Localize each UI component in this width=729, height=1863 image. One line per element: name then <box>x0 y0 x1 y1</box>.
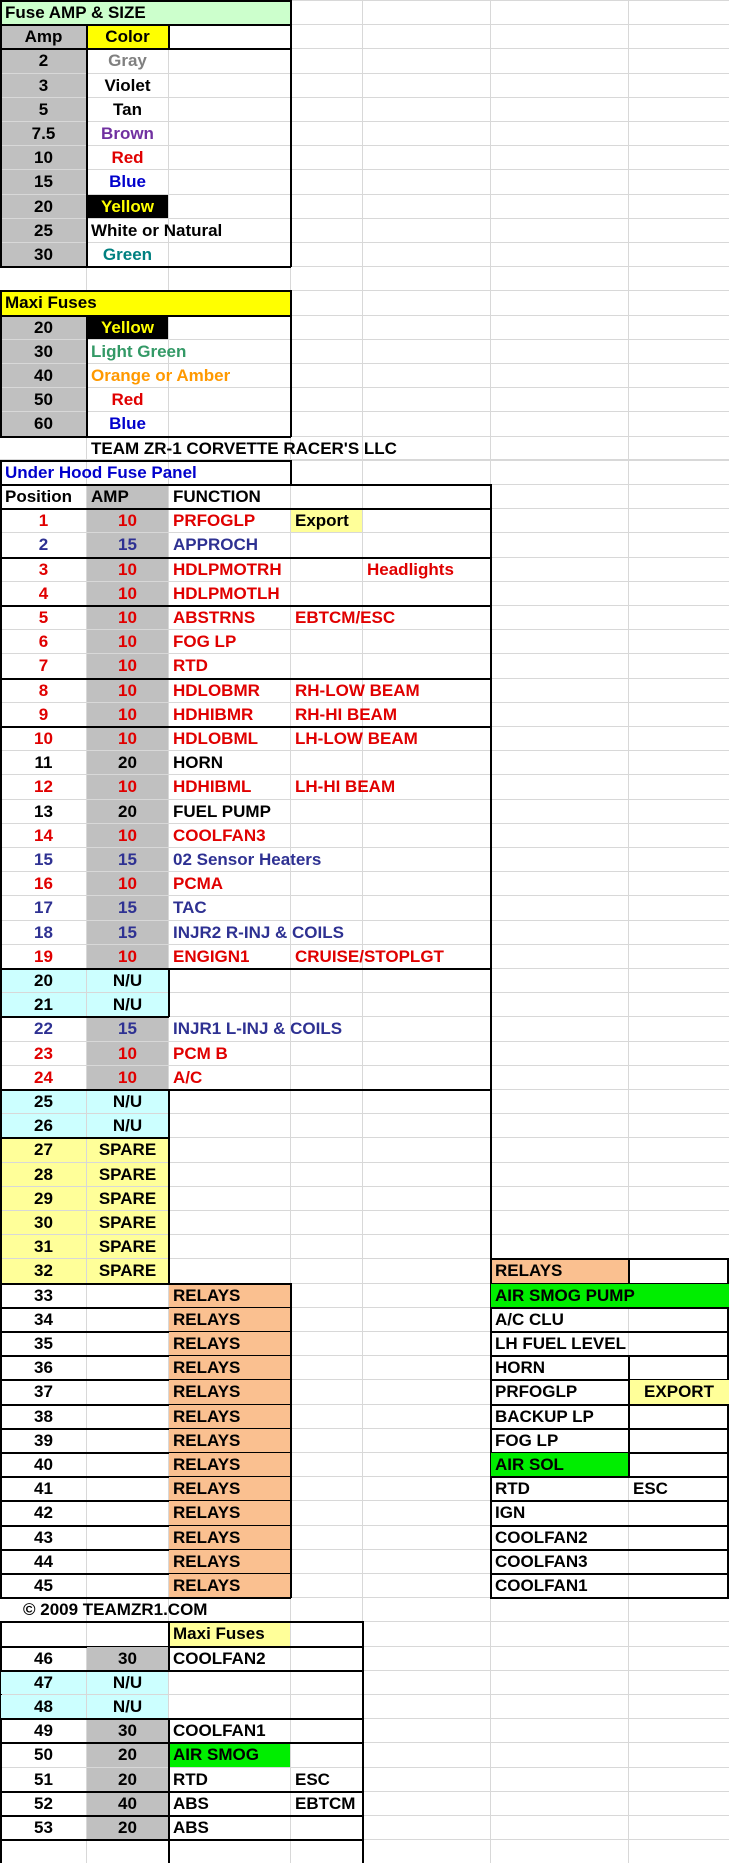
fuse-color: Blue <box>109 172 146 191</box>
cell-border <box>168 24 170 49</box>
fuse-position: 7 <box>38 656 49 675</box>
fuse-position: 35 <box>34 1334 53 1353</box>
fuse-amp-rating: SPARE <box>87 1138 168 1162</box>
fuse-amp: 5 <box>1 98 86 121</box>
relay-name: AIR SMOG PUMP <box>491 1284 729 1307</box>
fuse-amp-rating: SPARE <box>87 1187 168 1210</box>
maxi-position: 50 <box>34 1745 53 1764</box>
fuse-note: Export <box>291 509 362 532</box>
position-header: Position <box>5 487 73 506</box>
fuse-amp-rating <box>87 1332 168 1355</box>
fuse-function: APPROCH <box>173 535 259 554</box>
maxi-function: RTD <box>173 1770 208 1789</box>
maxi-amp: 20 <box>1 316 86 339</box>
fuse-amp-rating: 10 <box>87 872 168 895</box>
fuse-position: 15 <box>34 850 53 869</box>
cell-border <box>0 0 2 267</box>
cell-border <box>490 484 492 509</box>
maxi-function: ABS <box>173 1818 209 1837</box>
cell-border <box>0 508 491 510</box>
maxi-amp-rating: 40 <box>87 1792 168 1815</box>
relay-name: COOLFAN2 <box>495 1528 588 1547</box>
fuse-amp: 15 <box>1 170 86 194</box>
cell-border <box>0 1137 169 1139</box>
fuse-position: 43 <box>34 1528 53 1547</box>
fuse-amp-rating <box>87 1356 168 1379</box>
cell-border <box>168 1646 170 1671</box>
cell-border <box>0 460 291 462</box>
cell-border <box>0 1718 363 1720</box>
fuse-function: RELAYS <box>169 1284 290 1307</box>
maxi-color: Red <box>111 390 144 409</box>
fuse-position: 2 <box>38 535 49 554</box>
fuse-position: 5 <box>38 608 49 627</box>
fuse-color: Brown <box>101 124 154 143</box>
maxi-color: Blue <box>109 414 146 433</box>
fuse-function: HORN <box>173 753 224 772</box>
fuse-amp-rating <box>87 1501 168 1525</box>
fuse-position: 34 <box>34 1310 53 1329</box>
maxi-position: 49 <box>34 1721 53 1740</box>
cell-border <box>0 508 2 1598</box>
fuse-function: HDLOBMR <box>173 681 260 700</box>
fuse-position: 13 <box>34 802 53 821</box>
fuse-position: 39 <box>34 1431 53 1450</box>
fuse-position: 30 <box>1 1211 86 1234</box>
fuse-position: 21 <box>1 993 86 1016</box>
cell-border <box>0 290 2 437</box>
fuse-amp: 2 <box>1 49 86 73</box>
maxi-amp-rating: N/U <box>87 1695 168 1718</box>
fuse-amp: 10 <box>1 146 86 169</box>
fuse-position: 29 <box>1 1187 86 1210</box>
relay-name: BACKUP LP <box>495 1407 594 1426</box>
maxi-amp: 40 <box>1 364 86 387</box>
maxi-amp: 60 <box>1 412 86 436</box>
fuse-position: 20 <box>1 969 86 992</box>
fuse-amp-rating: 15 <box>87 848 168 871</box>
relay-note: EXPORT <box>629 1380 729 1404</box>
fuse-position: 11 <box>34 753 53 772</box>
fuse-amp: 25 <box>1 219 86 242</box>
maxi-amp-rating: 20 <box>87 1768 168 1791</box>
fuse-function: HDHIBMR <box>173 705 254 724</box>
gridline <box>628 0 629 1863</box>
fuse-position: 44 <box>34 1552 53 1571</box>
cell-border <box>628 1355 630 1477</box>
maxi-amp-rating: 20 <box>87 1816 168 1839</box>
fuse-amp-rating: 20 <box>87 751 168 774</box>
fuse-function: INJR2 R-INJ & COILS <box>173 923 344 942</box>
fuse-function: HDLOBML <box>173 729 258 748</box>
maxi-position: 48 <box>1 1695 86 1718</box>
relay-name: IGN <box>495 1503 526 1522</box>
fuse-amp-rating <box>87 1477 168 1500</box>
cell-border <box>290 290 292 437</box>
cell-border <box>0 968 491 970</box>
cell-border <box>0 315 291 317</box>
function-header: FUNCTION <box>173 487 261 506</box>
fuse-position: 40 <box>34 1455 53 1474</box>
maxi-amp: 50 <box>1 388 86 411</box>
cell-border <box>0 0 291 2</box>
fuse-function: HDLPMOTLH <box>173 584 280 603</box>
maxi-note: EBTCM <box>295 1794 356 1813</box>
amp-column-header: AMP <box>87 485 168 508</box>
cell-border <box>0 1815 363 1817</box>
fuse-position: 27 <box>1 1138 86 1162</box>
cell-border <box>0 678 491 680</box>
fuse-amp-rating: 15 <box>87 533 168 557</box>
fuse-color: White or Natural <box>91 221 223 240</box>
cell-border <box>0 1791 363 1793</box>
cell-border <box>0 48 291 50</box>
fuse-color: Green <box>102 245 153 264</box>
fuse-function: A/C <box>173 1068 203 1087</box>
fuse-function: PCM B <box>173 1044 228 1063</box>
maxi-colors-title: Maxi Fuses <box>1 291 290 315</box>
fuse-amp-rating: SPARE <box>87 1235 168 1258</box>
cell-border <box>86 24 88 267</box>
maxi-function: COOLFAN1 <box>173 1721 266 1740</box>
cell-border <box>490 1597 729 1599</box>
fuse-note: CRUISE/STOPLGT <box>295 947 444 966</box>
fuse-function: RELAYS <box>169 1453 290 1476</box>
fuse-function: RELAYS <box>169 1308 290 1331</box>
fuse-amp-rating: 10 <box>87 630 168 653</box>
fuse-position: 10 <box>34 729 53 748</box>
fuse-function: TAC <box>173 898 207 917</box>
fuse-position: 41 <box>34 1479 53 1498</box>
fuse-function: FOG LP <box>173 632 237 651</box>
maxi-amp-rating: 30 <box>87 1647 168 1670</box>
cell-border <box>0 557 491 559</box>
fuse-amp-rating: 10 <box>87 558 168 581</box>
panel-title: Under Hood Fuse Panel <box>5 463 197 482</box>
fuse-function: INJR1 L-INJ & COILS <box>173 1019 343 1038</box>
relay-name: COOLFAN1 <box>495 1576 588 1595</box>
cell-border <box>290 460 292 485</box>
fuse-amp-rating: SPARE <box>87 1163 168 1186</box>
cell-border <box>168 968 170 1017</box>
cell-border <box>0 605 491 607</box>
fuse-amp-rating: 15 <box>87 921 168 944</box>
fuse-position: 3 <box>38 560 49 579</box>
maxi-position: 53 <box>34 1818 53 1837</box>
maxi-amp-rating: 30 <box>87 1719 168 1742</box>
fuse-position: 8 <box>38 681 49 700</box>
maxi-amp-rating: 20 <box>87 1743 168 1767</box>
fuse-amp: 3 <box>1 74 86 97</box>
color-header: Color <box>87 25 168 48</box>
cell-border <box>0 266 291 268</box>
fuse-position: 26 <box>1 1114 86 1137</box>
fuse-amp-rating: 10 <box>87 1066 168 1089</box>
fuse-position: 12 <box>34 777 53 796</box>
fuse-position: 25 <box>1 1090 86 1113</box>
maxi-color: Light Green <box>91 342 187 361</box>
cell-border <box>168 1621 170 1647</box>
fuse-position: 22 <box>34 1019 53 1038</box>
fuse-function: ABSTRNS <box>173 608 256 627</box>
fuse-note: RH-HI BEAM <box>295 705 397 724</box>
fuse-amp-rating <box>87 1380 168 1404</box>
fuse-function: RELAYS <box>169 1526 290 1549</box>
fuse-amp-rating: 10 <box>87 654 168 678</box>
fuse-amp-rating: SPARE <box>87 1211 168 1234</box>
fuse-color: Yellow <box>87 195 168 218</box>
fuse-note: LH-LOW BEAM <box>295 729 418 748</box>
fuse-note: RH-LOW BEAM <box>295 681 420 700</box>
fuse-amp-rating: 10 <box>87 606 168 629</box>
fuse-position: 6 <box>38 632 49 651</box>
fuse-function: COOLFAN3 <box>173 826 266 845</box>
fuse-amp-rating: 10 <box>87 775 168 799</box>
cell-border <box>0 1621 363 1623</box>
company-name: TEAM ZR-1 CORVETTE RACER'S LLC <box>91 439 397 458</box>
fuse-note: EBTCM/ESC <box>295 608 396 627</box>
relay-name: AIR SOL <box>491 1453 628 1476</box>
fuse-function: FUEL PUMP <box>173 802 271 821</box>
fuse-position: 16 <box>34 874 53 893</box>
fuse-function: RELAYS <box>169 1356 290 1379</box>
fuse-amp-rating: 20 <box>87 800 168 823</box>
fuse-position: 38 <box>34 1407 53 1426</box>
relay-name: HORN <box>495 1358 546 1377</box>
fuse-amp-rating: N/U <box>87 969 168 992</box>
fuse-function: PCMA <box>173 874 224 893</box>
fuse-position: 42 <box>34 1503 53 1522</box>
fuse-amp-rating <box>87 1429 168 1452</box>
fuse-amp-rating: 10 <box>87 509 168 532</box>
fuse-amp-rating <box>87 1550 168 1573</box>
cell-border <box>490 1258 729 1260</box>
fuse-function: RELAYS <box>169 1405 290 1428</box>
cell-border <box>0 1283 291 1285</box>
cell-border <box>0 1016 169 1018</box>
fuse-position: 33 <box>34 1286 53 1305</box>
fuse-note: LH-HI BEAM <box>295 777 396 796</box>
fuse-position: 19 <box>34 947 53 966</box>
maxi-function: AIR SMOG <box>169 1743 290 1767</box>
fuse-color: Tan <box>113 100 142 119</box>
relay-name: LH FUEL LEVEL <box>495 1334 626 1353</box>
fuse-position: 37 <box>34 1382 53 1401</box>
fuse-position: 32 <box>1 1259 86 1283</box>
maxi-function: COOLFAN2 <box>173 1649 266 1668</box>
maxi-position: 47 <box>1 1671 86 1694</box>
fuse-size-title: Fuse AMP & SIZE <box>1 1 290 24</box>
fuse-amp-rating: 10 <box>87 727 168 750</box>
fuse-function: RTD <box>173 656 208 675</box>
cell-border <box>0 24 291 26</box>
fuse-amp-rating: N/U <box>87 1114 168 1137</box>
relay-note: ESC <box>633 1479 668 1498</box>
fuse-position: 1 <box>38 511 49 530</box>
fuse-position: 24 <box>34 1068 53 1087</box>
fuse-amp-rating: 15 <box>87 1017 168 1041</box>
fuse-amp: 7.5 <box>1 122 86 145</box>
fuse-amp-rating: SPARE <box>87 1259 168 1283</box>
fuse-function: RELAYS <box>169 1550 290 1573</box>
relay-name: PRFOGLP <box>495 1382 578 1401</box>
cell-border <box>0 1089 491 1091</box>
copyright: © 2009 TEAMZR1.COM <box>23 1600 208 1619</box>
cell-border <box>0 484 491 486</box>
fuse-position: 28 <box>1 1163 86 1186</box>
maxi-position: 46 <box>34 1649 53 1668</box>
cell-border <box>628 1258 630 1284</box>
cell-border <box>490 508 492 1284</box>
cell-border <box>0 1670 363 1672</box>
cell-border <box>0 484 2 509</box>
fuse-position: 9 <box>38 705 49 724</box>
maxi-color: Yellow <box>87 316 168 339</box>
fuse-amp-rating: N/U <box>87 1090 168 1113</box>
fuse-amp: 20 <box>1 195 86 218</box>
fuse-position: 31 <box>1 1235 86 1258</box>
fuse-amp-rating: 10 <box>87 824 168 847</box>
fuse-function: RELAYS <box>169 1380 290 1404</box>
fuse-amp-rating: 10 <box>87 945 168 968</box>
fuse-position: 36 <box>34 1358 53 1377</box>
cell-border <box>168 1089 170 1138</box>
maxi-amp: 30 <box>1 340 86 363</box>
fuse-position: 17 <box>34 898 53 917</box>
fuse-function: PRFOGLP <box>173 511 256 530</box>
fuse-position: 23 <box>34 1044 53 1063</box>
maxi-position: 51 <box>34 1770 53 1789</box>
cell-border <box>0 1742 363 1744</box>
maxi-note: ESC <box>295 1770 330 1789</box>
fuse-function: RELAYS <box>169 1501 290 1525</box>
fuse-note: Headlights <box>367 560 454 579</box>
maxi-position: 52 <box>34 1794 53 1813</box>
fuse-amp-rating: 10 <box>87 703 168 726</box>
fuse-amp-rating: 10 <box>87 679 168 702</box>
maxi-color: Orange or Amber <box>91 366 231 385</box>
maxi-function: ABS <box>173 1794 209 1813</box>
cell-border <box>168 1137 170 1284</box>
fuse-function: ENGIGN1 <box>173 947 250 966</box>
fuse-function: RELAYS <box>169 1574 290 1597</box>
relay-name: A/C CLU <box>495 1310 564 1329</box>
relay-name: RTD <box>495 1479 530 1498</box>
relay-name: COOLFAN3 <box>495 1552 588 1571</box>
fuse-amp-rating <box>87 1453 168 1476</box>
fuse-position: 14 <box>34 826 53 845</box>
fuse-position: 18 <box>34 923 53 942</box>
fuse-amp-rating: 15 <box>87 896 168 920</box>
cell-border <box>290 0 292 267</box>
maxi-panel-title: Maxi Fuses <box>169 1622 290 1646</box>
fuse-function: HDHIBML <box>173 777 252 796</box>
cell-border <box>0 460 2 485</box>
fuse-position: 4 <box>38 584 49 603</box>
fuse-function: HDLPMOTRH <box>173 560 282 579</box>
relay-name: FOG LP <box>495 1431 559 1450</box>
fuse-color: Red <box>111 148 144 167</box>
fuse-amp-rating: 10 <box>87 582 168 605</box>
fuse-position: 45 <box>34 1576 53 1595</box>
fuse-function: RELAYS <box>169 1477 290 1500</box>
fuse-amp-rating <box>87 1308 168 1331</box>
fuse-function: RELAYS <box>169 1332 290 1355</box>
fuse-amp: 30 <box>1 243 86 266</box>
cell-border <box>0 290 291 292</box>
fuse-color: Violet <box>104 76 151 95</box>
cell-border <box>168 1718 170 1863</box>
relays-title: RELAYS <box>491 1259 628 1283</box>
cell-border <box>86 315 88 437</box>
fuse-color: Gray <box>108 51 147 70</box>
fuse-function: RELAYS <box>169 1429 290 1452</box>
fuse-amp-rating: N/U <box>87 993 168 1016</box>
amp-header: Amp <box>1 25 86 48</box>
cell-border <box>290 1283 292 1598</box>
fuse-amp-rating <box>87 1405 168 1428</box>
cell-border <box>0 1839 363 1841</box>
fuse-amp-rating <box>87 1284 168 1307</box>
fuse-amp-rating <box>87 1526 168 1549</box>
cell-border <box>0 726 491 728</box>
fuse-amp-rating: 10 <box>87 1042 168 1065</box>
fuse-amp-rating <box>87 1574 168 1597</box>
maxi-amp-rating: N/U <box>87 1671 168 1694</box>
fuse-function: 02 Sensor Heaters <box>173 850 322 869</box>
